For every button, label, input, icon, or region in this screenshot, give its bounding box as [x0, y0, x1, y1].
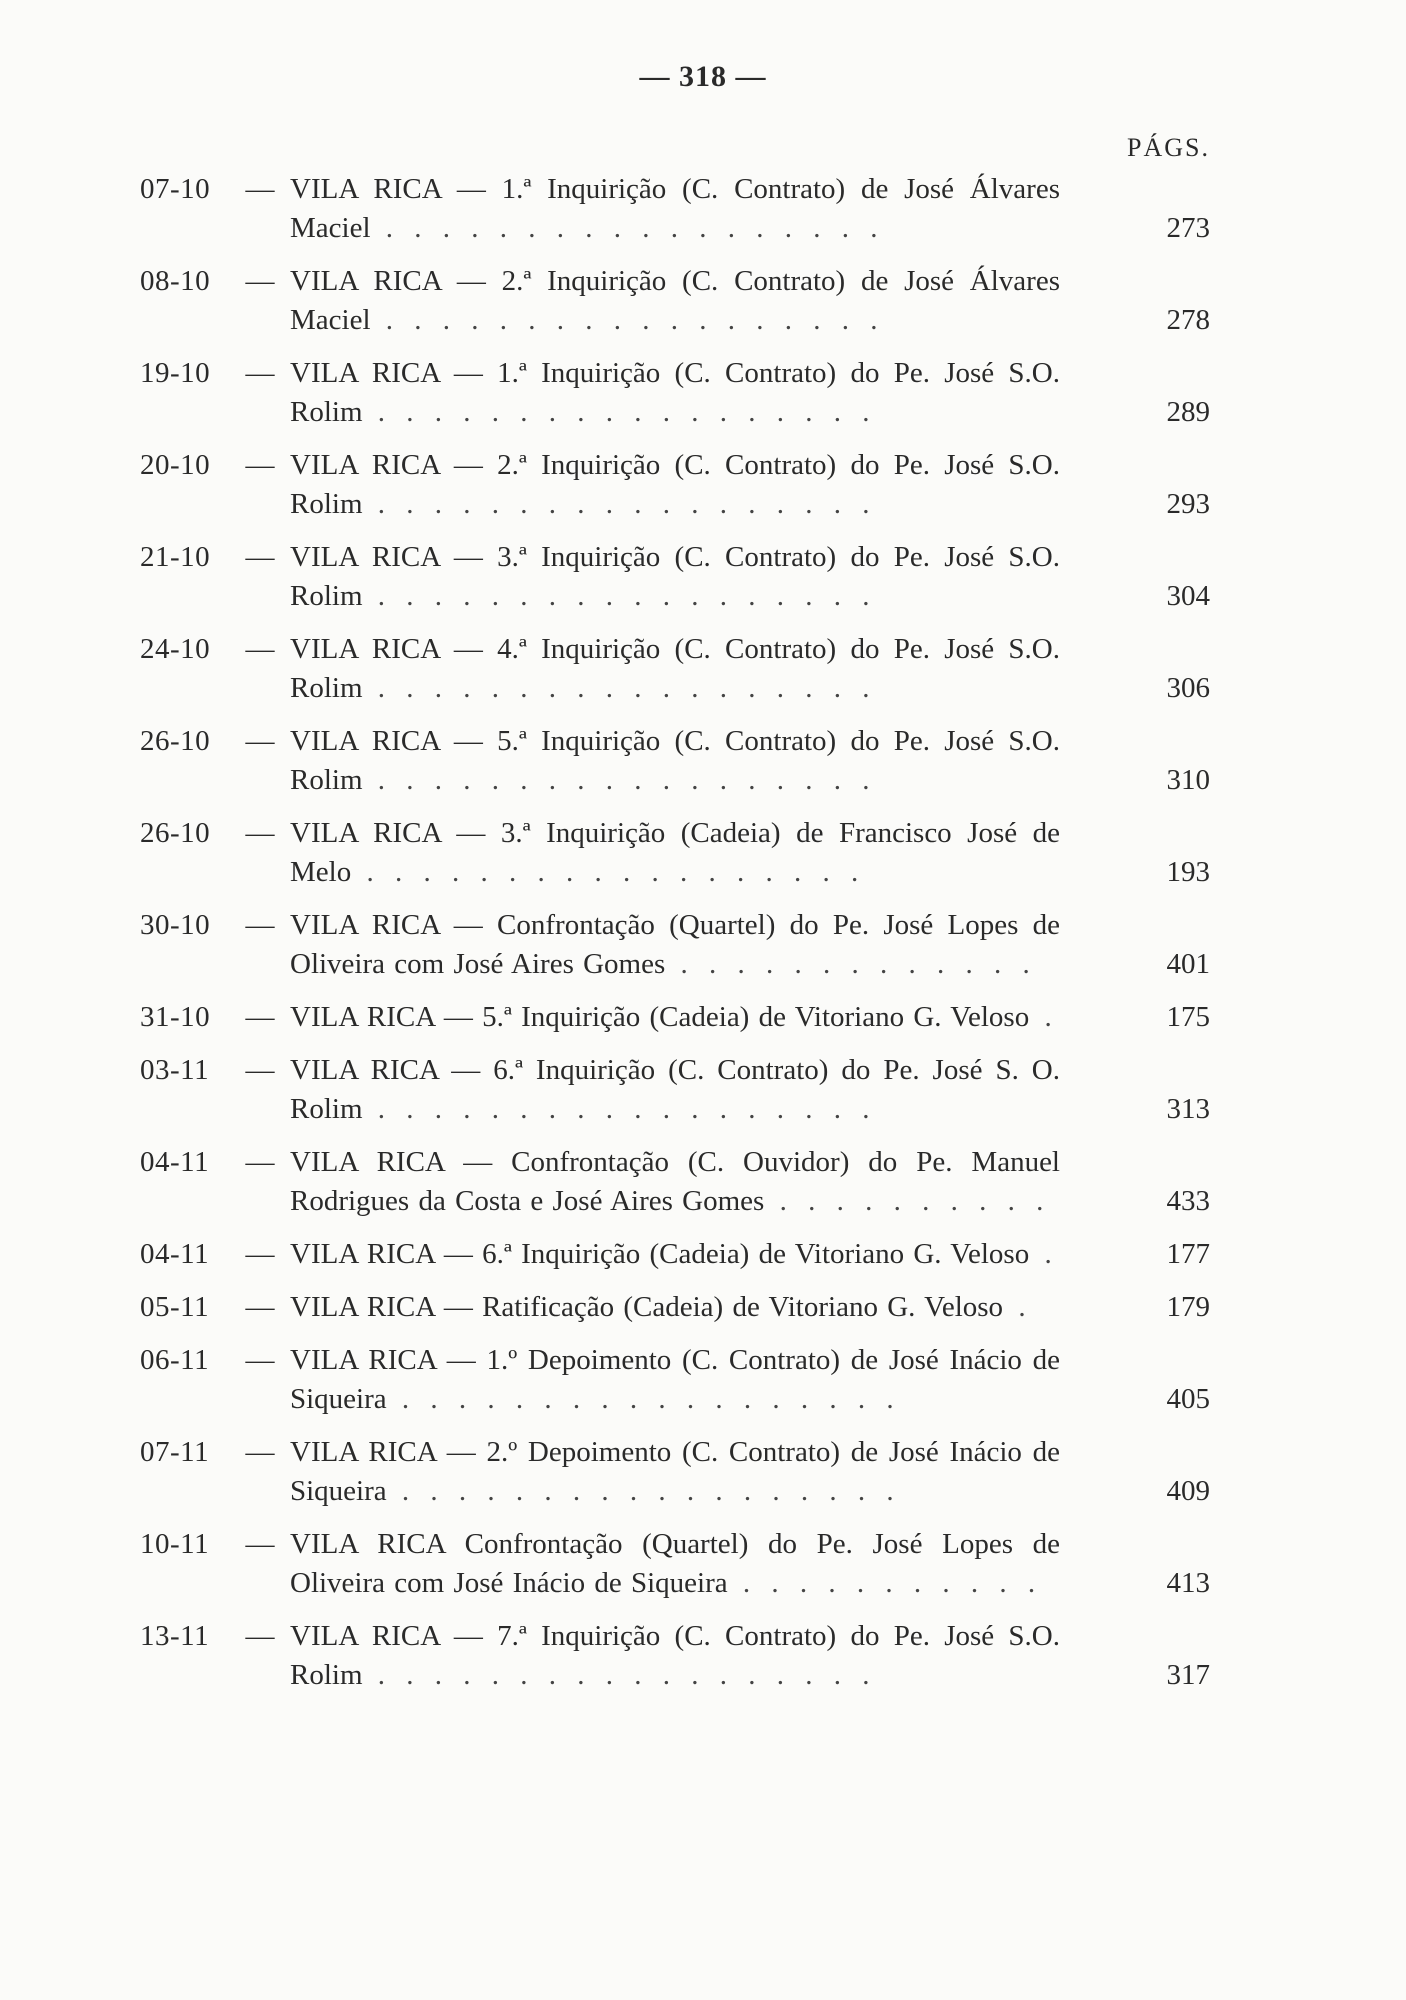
entry-description — [290, 262, 1060, 340]
index-entry — [140, 1341, 1210, 1419]
dot-leader: . . . . . . . . . . . . . . . . . . — [351, 856, 865, 888]
entry-dash: — — [245, 449, 275, 481]
entry-description — [290, 170, 1060, 248]
entry-text: VILA RICA — 6.ª Inquirição (Cadeia) de Vitoriano G. Veloso — [290, 1238, 1030, 1270]
entry-page-number: 313 — [1166, 1093, 1210, 1125]
entry-date: 20-10 — [140, 449, 211, 481]
index-entry — [140, 1143, 1210, 1221]
index-entry — [140, 906, 1210, 984]
entry-text: VILA RICA — Confrontação (Quartel) do Pe. José Lopes de Oliveira com José Aires Gomes — [290, 909, 1060, 980]
entry-description — [290, 722, 1060, 800]
entry-text: VILA RICA — 3.ª Inquirição (C. Contrato) do Pe. José S.O. Rolim — [290, 541, 1060, 612]
entry-dash: — — [245, 265, 275, 297]
entry-description — [290, 1617, 1060, 1695]
entry-dash: — — [245, 1054, 275, 1086]
entry-page-number: 175 — [1166, 1001, 1210, 1033]
entry-text: VILA RICA Confrontação (Quartel) do Pe. José Lopes de Oliveira com José Inácio de Siqueira — [290, 1528, 1060, 1599]
entry-date: 30-10 — [140, 909, 211, 941]
entry-page-number: 310 — [1166, 764, 1210, 796]
index-entry — [140, 446, 1210, 524]
entry-description — [290, 1288, 1060, 1327]
index-entry — [140, 538, 1210, 616]
entry-text: VILA RICA — Confrontação (C. Ouvidor) do Pe. Manuel Rodrigues da Costa e José Aires Gomes — [290, 1146, 1060, 1217]
entry-date: 05-11 — [140, 1291, 210, 1323]
entry-date: 03-11 — [140, 1054, 210, 1086]
entry-dash: — — [245, 357, 275, 389]
entry-dash: — — [245, 1291, 275, 1323]
entry-text: VILA RICA — 2.º Depoimento (C. Contrato) de José Inácio de Siqueira — [290, 1436, 1060, 1507]
index-entry — [140, 262, 1210, 340]
entry-date: 04-11 — [140, 1238, 210, 1270]
entry-page-number: 289 — [1166, 396, 1210, 428]
entry-date: 04-11 — [140, 1146, 210, 1178]
index-entry — [140, 170, 1210, 248]
entry-page-number: 405 — [1166, 1383, 1210, 1415]
entry-dash: — — [245, 725, 275, 757]
entry-page-number: 409 — [1166, 1475, 1210, 1507]
entry-page-number: 317 — [1166, 1659, 1210, 1691]
entry-description — [290, 1235, 1060, 1274]
index-entry — [140, 998, 1210, 1037]
index-entry — [140, 1288, 1210, 1327]
entry-date: 26-10 — [140, 725, 211, 757]
entry-text: VILA RICA — 7.ª Inquirição (C. Contrato) do Pe. José S.O. Rolim — [290, 1620, 1060, 1691]
entry-dash: — — [245, 1436, 275, 1468]
dot-leader: . . . . . . . . . . . — [727, 1567, 1042, 1599]
entry-dash: — — [245, 909, 275, 941]
index-entry — [140, 630, 1210, 708]
entry-dash: — — [245, 633, 275, 665]
dot-leader: . . . . . . . . . . . . . . . . . . — [362, 580, 876, 612]
entry-page-number: 177 — [1166, 1238, 1210, 1270]
dot-leader: . — [1029, 1001, 1058, 1033]
entry-date: 07-10 — [140, 173, 211, 205]
entry-description — [290, 1341, 1060, 1419]
entry-dash: — — [245, 1528, 275, 1560]
entry-description — [290, 906, 1060, 984]
index-entry — [140, 1617, 1210, 1695]
dot-leader: . . . . . . . . . . . . . . . . . . — [362, 1093, 876, 1125]
entry-description — [290, 354, 1060, 432]
entry-date: 24-10 — [140, 633, 211, 665]
entry-text: VILA RICA — 2.ª Inquirição (C. Contrato) do Pe. José S.O. Rolim — [290, 449, 1060, 520]
entry-date: 07-11 — [140, 1436, 210, 1468]
dot-leader: . . . . . . . . . . . . . . . . . . — [362, 396, 876, 428]
dot-leader: . . . . . . . . . . . . . . . . . . — [362, 672, 876, 704]
entry-page-number: 433 — [1166, 1185, 1210, 1217]
entry-page-number: 306 — [1166, 672, 1210, 704]
dot-leader: . . . . . . . . . . . . . . . . . . — [386, 1475, 900, 1507]
entry-page-number: 179 — [1166, 1291, 1210, 1323]
entry-page-number: 413 — [1166, 1567, 1210, 1599]
entry-description — [290, 1525, 1060, 1603]
entry-date: 21-10 — [140, 541, 211, 573]
index-entry — [140, 814, 1210, 892]
entry-dash: — — [245, 817, 275, 849]
entry-page-number: 304 — [1166, 580, 1210, 612]
entry-text: VILA RICA — 1.ª Inquirição (C. Contrato) de José Álvares Maciel — [290, 173, 1060, 244]
dot-leader: . . . . . . . . . . . . . . . . . . — [362, 1659, 876, 1691]
dot-leader: . . . . . . . . . . . . . . . . . . — [370, 212, 884, 244]
entry-description — [290, 630, 1060, 708]
entry-page-number: 278 — [1166, 304, 1210, 336]
entry-text: VILA RICA — 1.º Depoimento (C. Contrato) de José Inácio de Siqueira — [290, 1344, 1060, 1415]
index-entry — [140, 1235, 1210, 1274]
entry-dash: — — [245, 173, 275, 205]
entry-page-number: 273 — [1166, 212, 1210, 244]
index-list — [140, 170, 1210, 1709]
entry-text: VILA RICA — 3.ª Inquirição (Cadeia) de Francisco José de Melo — [290, 817, 1060, 888]
page-number: — 318 — — [639, 60, 767, 93]
entry-text: VILA RICA — 4.ª Inquirição (C. Contrato) do Pe. José S.O. Rolim — [290, 633, 1060, 704]
dot-leader: . — [1003, 1291, 1032, 1323]
entry-text: VILA RICA — 2.ª Inquirição (C. Contrato) de José Álvares Maciel — [290, 265, 1060, 336]
index-entry — [140, 1525, 1210, 1603]
entry-date: 06-11 — [140, 1344, 210, 1376]
entry-description — [290, 446, 1060, 524]
entry-description — [290, 538, 1060, 616]
dot-leader: . . . . . . . . . . . . . . . . . . — [386, 1383, 900, 1415]
entry-dash: — — [245, 1001, 275, 1033]
index-entry — [140, 1051, 1210, 1129]
dot-leader: . . . . . . . . . . . . . . . . . . — [362, 488, 876, 520]
index-entry — [140, 722, 1210, 800]
entry-dash: — — [245, 1344, 275, 1376]
dot-leader: . . . . . . . . . . . . . . . . . . — [370, 304, 884, 336]
entry-date: 26-10 — [140, 817, 211, 849]
entry-date: 31-10 — [140, 1001, 211, 1033]
entry-text: VILA RICA — 5.ª Inquirição (Cadeia) de Vitoriano G. Veloso — [290, 1001, 1030, 1033]
entry-dash: — — [245, 1238, 275, 1270]
dot-leader: . . . . . . . . . . . . . . . . . . — [362, 764, 876, 796]
dot-leader: . . . . . . . . . . . . . — [665, 948, 1036, 980]
entry-page-number: 193 — [1166, 856, 1210, 888]
entry-description — [290, 1143, 1060, 1221]
entry-dash: — — [245, 541, 275, 573]
entry-text: VILA RICA — 5.ª Inquirição (C. Contrato) do Pe. José S.O. Rolim — [290, 725, 1060, 796]
entry-date: 13-11 — [140, 1620, 210, 1652]
index-entry — [140, 354, 1210, 432]
entry-page-number: 293 — [1166, 488, 1210, 520]
entry-dash: — — [245, 1146, 275, 1178]
entry-date: 08-10 — [140, 265, 211, 297]
entry-description — [290, 814, 1060, 892]
entry-text: VILA RICA — 6.ª Inquirição (C. Contrato) do Pe. José S. O. Rolim — [290, 1054, 1060, 1125]
pages-column-header: PÁGS. — [1127, 133, 1210, 162]
entry-description — [290, 1051, 1060, 1129]
index-entry — [140, 1433, 1210, 1511]
dot-leader: . . . . . . . . . . — [764, 1185, 1050, 1217]
entry-description — [290, 998, 1060, 1037]
entry-description — [290, 1433, 1060, 1511]
entry-text: VILA RICA — Ratificação (Cadeia) de Vitoriano G. Veloso — [290, 1291, 1004, 1323]
entry-text: VILA RICA — 1.ª Inquirição (C. Contrato) do Pe. José S.O. Rolim — [290, 357, 1060, 428]
entry-date: 10-11 — [140, 1528, 210, 1560]
entry-date: 19-10 — [140, 357, 211, 389]
entry-page-number: 401 — [1166, 948, 1210, 980]
dot-leader: . — [1029, 1238, 1058, 1270]
entry-dash: — — [245, 1620, 275, 1652]
